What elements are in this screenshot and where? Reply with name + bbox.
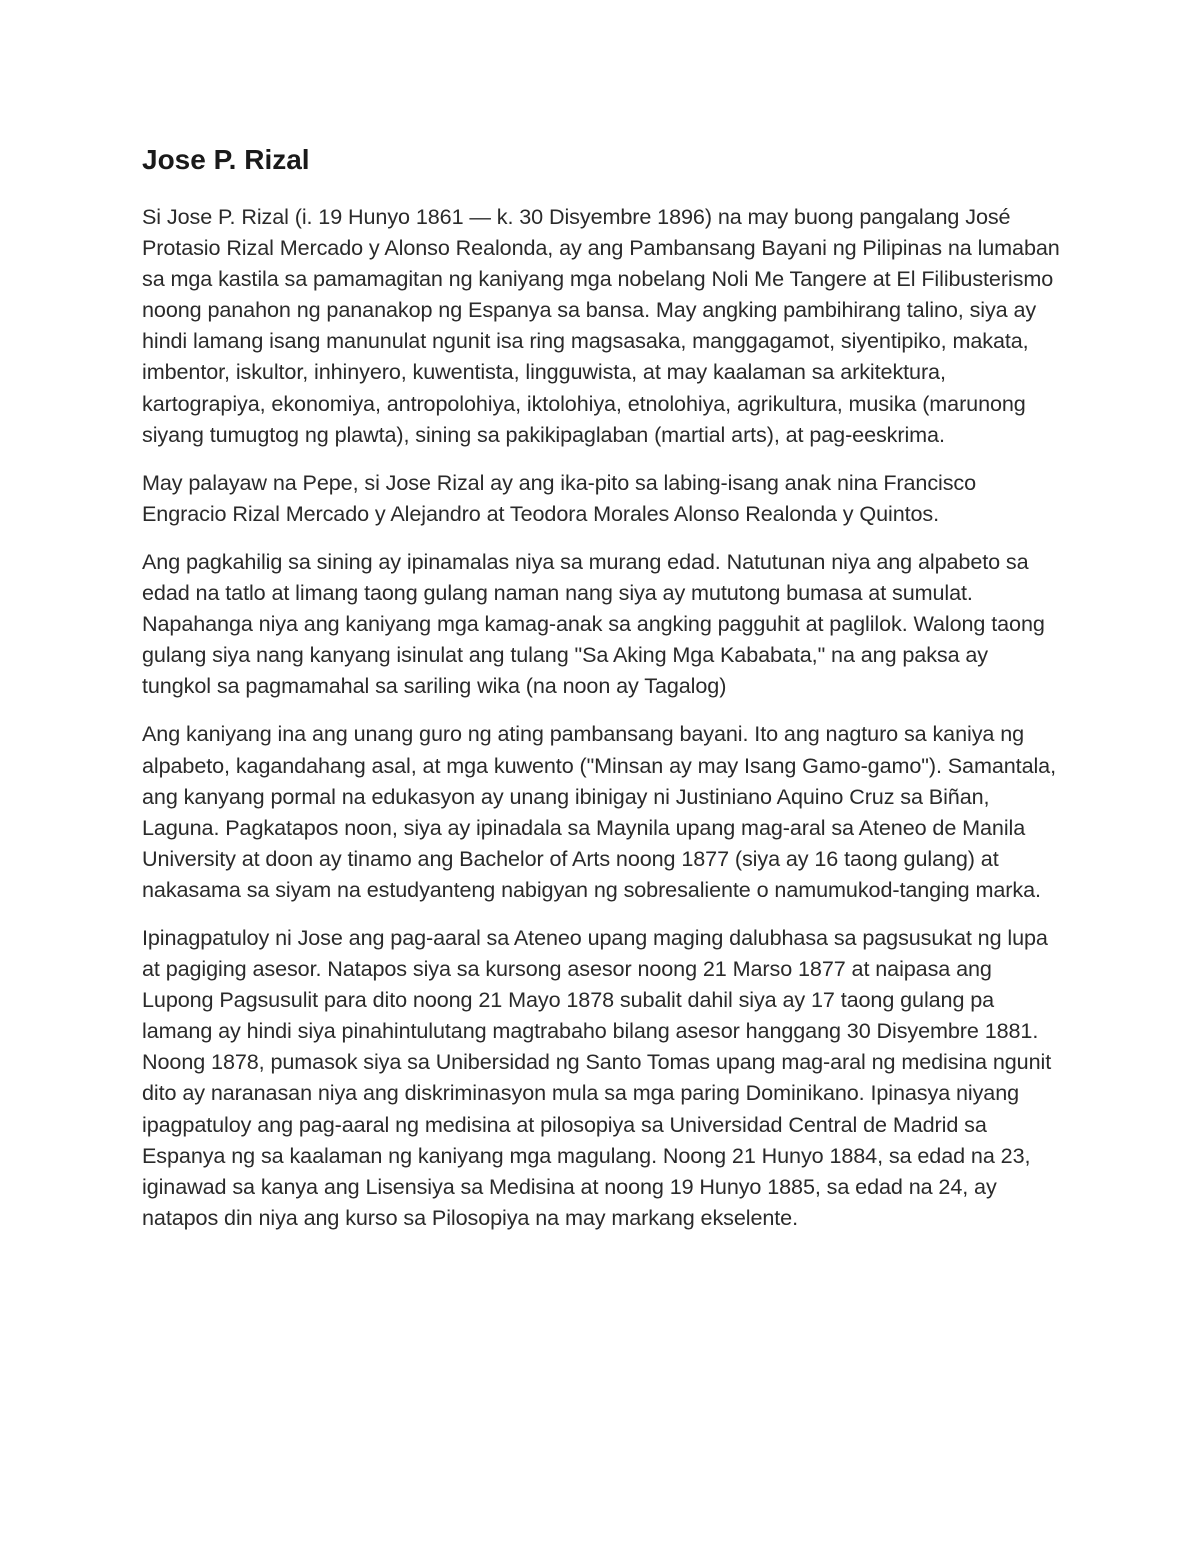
document-page bbox=[142, 140, 1060, 1250]
paragraph-higher-education: Ipinagpatuloy ni Jose ang pag-aaral sa Ateneo upang maging dalubhasa sa pagsusukat ng lupa at pagiging asesor. Natapos siya sa kursong asesor noong 21 Marso 1877 at naipasa ang Lupong Pagsusulit para dito noong 21 Mayo 1878 subalit dahil siya ay 17 taong gulang pa lamang ay hindi siya pinahintulutang magtrabaho bilang asesor hanggang 30 Disyembre 1881. Noong 1878, pumasok siya sa Unibersidad ng Santo Tomas upang mag-aral ng medisina ngunit dito ay naranasan niya ang diskriminasyon mula sa mga paring Dominikano. Ipinasya niyang ipagpatuloy ang pag-aaral ng medisina at pilosopiya sa Universidad Central de Madrid sa Espanya ng sa kaalaman ng kaniyang mga magulang. Noong 21 Hunyo 1884, sa edad na 23, iginawad sa kanya ang Lisensiya sa Medisina at noong 19 Hunyo 1885, sa edad na 24, ay natapos din niya ang kurso sa Pilosopiya na may markang ekselente. bbox=[142, 924, 1052, 1230]
paragraph-childhood: Ang pagkahilig sa sining ay ipinamalas niya sa murang edad. Natutunan niya ang alpabeto sa edad na tatlo at limang taong gulang naman nang siya ay mututong bumasa at sumulat. Napahanga niya ang kaniyang mga kamag-anak sa angking pagguhit at paglilok. Walong taong gulang siya nang kanyang isinulat ang tulang "Sa Aking Mga Kababata," na ang paksa ay tungkol sa pagmamahal sa sariling wika (na noon ay Tagalog) bbox=[142, 548, 1045, 699]
paragraph-family: May palayaw na Pepe, si Jose Rizal ay ang ika-pito sa labing-isang anak nina Francisco Engracio Rizal Mercado y Alejandro at Teodora Morales Alonso Realonda y Quintos. bbox=[142, 469, 977, 526]
paragraph-intro: Si Jose P. Rizal (i. 19 Hunyo 1861 — k. 30 Disyembre 1896) na may buong pangalang José Protasio Rizal Mercado y Alonso Realonda, ay ang Pambansang Bayani ng Pilipinas na lumaban sa mga kastila sa pamamagitan ng kaniyang mga nobelang Noli Me Tangere at El Filibusterismo noong panahon ng pananakop ng Espanya sa bansa. May angking pambihirang talino, siya ay hindi lamang isang manunulat ngunit isa ring magsasaka, manggagamot, siyentipiko, makata, imbentor, iskultor, inhinyero, kuwentista, lingguwista, at may kaalaman sa arkitektura, kartograpiya, ekonomiya, antropolohiya, iktolohiya, etnolohiya, agrikultura, musika (marunong siyang tumugtog ng plawta), sining sa pakikipaglaban (martial arts), at pag-eeskrima. bbox=[142, 204, 1060, 447]
paragraph-early-education: Ang kaniyang ina ang unang guro ng ating pambansang bayani. Ito ang nagturo sa kaniya ng alpabeto, kagandahang asal, at mga kuwento ("Minsan ay may Isang Gamo-gamo"). Samantala, ang kanyang pormal na edukasyon ay unang ibinigay ni Justiniano Aquino Cruz sa Biñan, Laguna. Pagkatapos noon, siya ay ipinadala sa Maynila upang mag-aral sa Ateneo de Manila University at doon ay tinamo ang Bachelor of Arts noong 1877 (siya ay 16 taong gulang) at nakasama sa siyam na estudyanteng nabigyan ng sobresaliente o namumukod-tanging marka. bbox=[142, 721, 1056, 902]
document-title: Jose P. Rizal bbox=[142, 144, 310, 175]
